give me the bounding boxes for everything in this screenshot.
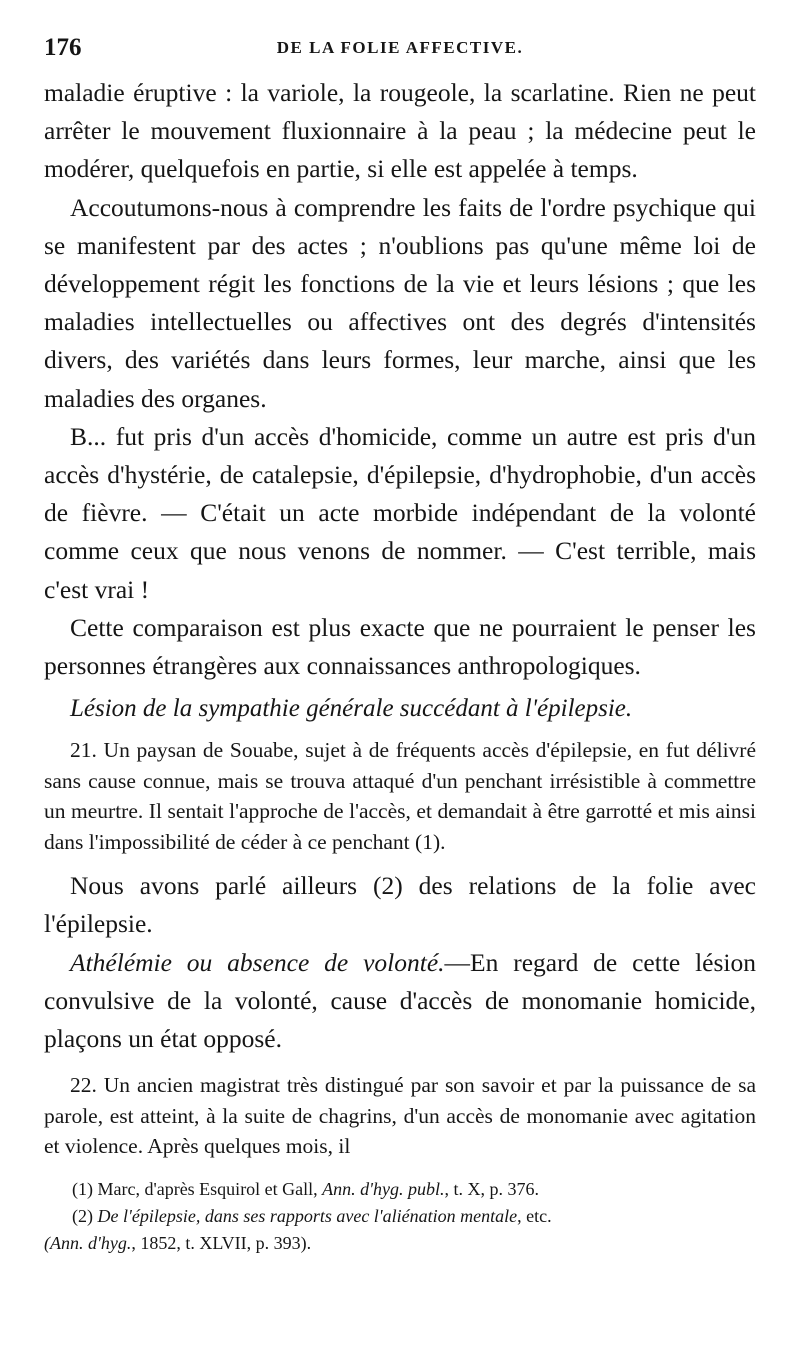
page-header xyxy=(44,34,756,74)
paragraph-athelemie xyxy=(44,944,756,1059)
section-heading-epilepsy: Lésion de la sympathie générale succédant à l'épilepsie. xyxy=(70,695,633,723)
paragraph-homicide-access: B... fut pris d'un accès d'homicide, comme un autre est pris d'un accès d'hystérie, de catalepsie, d'épilepsie, d'hydrophobie, d'un accès de fièvre. — C'était un acte morbide indépendant de la volonté comme ceux que nous venons de nommer. — C'est terrible, mais c'est vrai ! xyxy=(44,421,756,604)
paragraph-continuation: maladie éruptive : la variole, la rougeole, la scarlatine. Rien ne peut arrêter le mouvement fluxionnaire à la peau ; la médecine peut le modérer, quelquefois en partie, si elle est appelée à temps. xyxy=(44,78,756,184)
case-22: 22. Un ancien magistrat très distingué par son savoir et par la puissance de sa parole, est atteint, à la suite de chagrins, d'un accès de monomanie avec agitation et violence. Après quelques mois, il xyxy=(44,1073,756,1159)
footnote-separator xyxy=(44,1162,756,1170)
footnote-2-marker: (2) xyxy=(72,1205,93,1226)
footnote-1-author: (1) Marc, d'après Esquirol et Gall, xyxy=(72,1178,318,1199)
footnote-1-ref: , t. X, p. 376. xyxy=(444,1178,540,1199)
athelemie-text: —En regard de cette lésion convulsive de la volonté, cause d'accès de monomanie homicide, plaçons un état opposé. xyxy=(44,947,756,1054)
paragraph-psychic-facts: Accoutumons-nous à comprendre les faits de l'ordre psychique qui se manifestent par des actes ; n'oublions pas qu'une même loi de développement régit les fonctions de la vie et leurs lésions ; que les maladies intellectuelles ou affectives ont des degrés d'intensités divers, des variétés dans leurs formes, leur marche, ainsi que les maladies des organes. xyxy=(44,192,756,413)
paragraph-comparison: Cette comparaison est plus exacte que ne pourraient le penser les personnes étrangères aux connaissances anthropologiques. xyxy=(44,612,756,681)
paragraph-epilepsy-relations: Nous avons parlé ailleurs (2) des relations de la folie avec l'épilepsie. xyxy=(44,871,756,939)
footnote-1-journal: Ann. d'hyg. publ. xyxy=(322,1178,445,1199)
footnote-2-etc: , etc. xyxy=(517,1205,552,1226)
footnote-2-ref: , 1852, t. XLVII, p. 393). xyxy=(131,1232,312,1253)
case-21: 21. Un paysan de Souabe, sujet à de fréquents accès d'épilepsie, en fut délivré sans cause connue, mais se trouva attaqué d'un penchant irrésistible à commettre un meurtre. Il sentait l'approche de l'accès, et demandait à être garrotté et mis ainsi dans l'impossibilité de céder à ce penchant (1). xyxy=(44,738,756,854)
page-number: 176 xyxy=(44,34,82,61)
page-body xyxy=(44,74,756,1257)
footnote-2 xyxy=(44,1203,756,1230)
running-head: DE LA FOLIE AFFECTIVE. xyxy=(276,38,524,57)
footnotes xyxy=(44,1176,756,1257)
footnote-1 xyxy=(44,1176,756,1203)
footnote-2-continuation xyxy=(44,1230,756,1257)
footnote-2-title: De l'épilepsie, dans ses rapports avec l'aliénation mentale xyxy=(97,1205,518,1226)
footnote-2-journal: (Ann. d'hyg. xyxy=(44,1232,132,1253)
athelemie-title: Athélémie ou absence de volonté. xyxy=(70,947,445,977)
